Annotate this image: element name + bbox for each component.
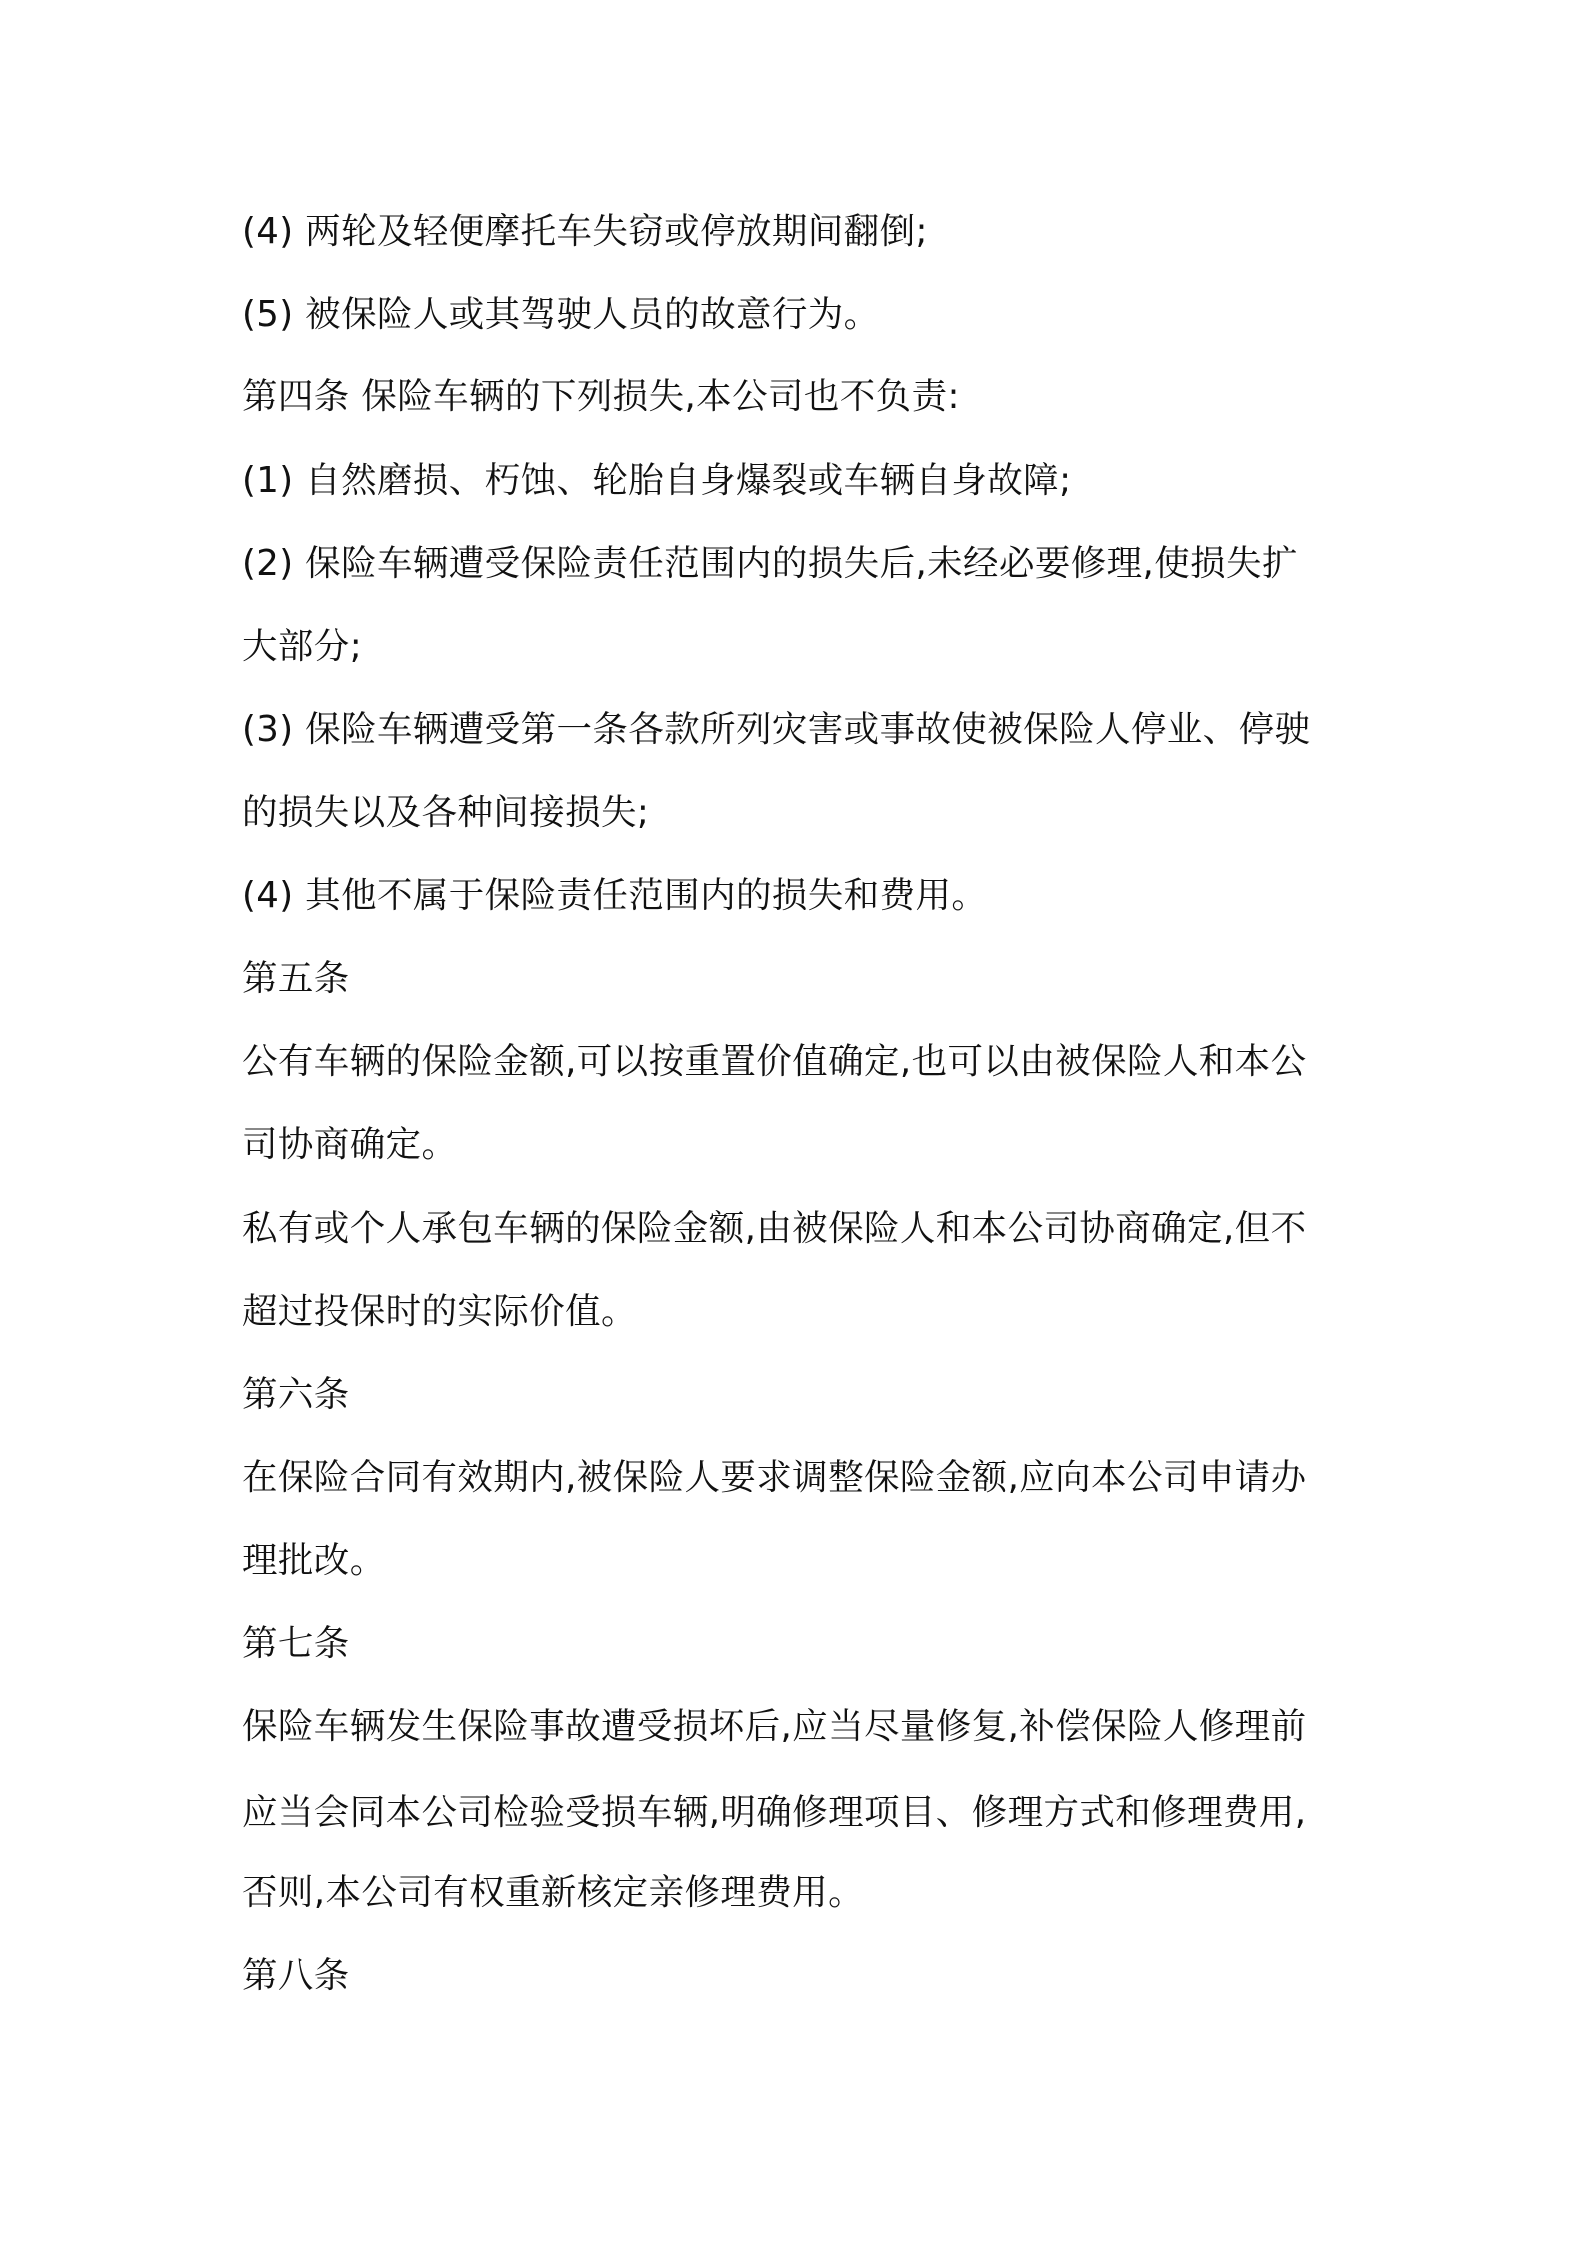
article-5-heading: 第五条: [242, 958, 350, 999]
text-line-clause-4-item-3: (3) 保险车辆遭受第一条各款所列灾害或事故使被保险人停业、停驶: [242, 709, 1311, 750]
text-line-clause-4-item-4: (4) 其他不属于保险责任范围内的损失和费用。: [242, 875, 988, 916]
article-7-heading: 第七条: [242, 1623, 350, 1664]
text-line-article-6-para: 在保险合同有效期内,被保险人要求调整保险金额,应向本公司申请办: [242, 1457, 1307, 1498]
article-6-heading: 第六条: [242, 1374, 350, 1415]
text-line-article-5-para-2-cont: 超过投保时的实际价值。: [242, 1291, 637, 1332]
text-line-clause-4-item-1: (1) 自然磨损、朽蚀、轮胎自身爆裂或车辆自身故障;: [242, 460, 1072, 501]
text-line-clause-4-item-2: (2) 保险车辆遭受保险责任范围内的损失后,未经必要修理,使损失扩: [242, 543, 1298, 584]
text-line-article-7-para-cont-2: 否则,本公司有权重新核定亲修理费用。: [242, 1872, 864, 1913]
text-line-article-5-para-2: 私有或个人承包车辆的保险金额,由被保险人和本公司协商确定,但不: [242, 1208, 1307, 1249]
text-line-clause-3-item-5: (5) 被保险人或其驾驶人员的故意行为。: [242, 294, 880, 335]
text-line-clause-3-item-4: (4) 两轮及轻便摩托车失窃或停放期间翻倒;: [242, 211, 928, 252]
article-8-heading: 第八条: [242, 1955, 350, 1996]
article-4-heading: 第四条 保险车辆的下列损失,本公司也不负责:: [242, 376, 960, 417]
text-line-clause-4-item-2-cont: 大部分;: [242, 626, 363, 667]
text-line-article-6-para-cont: 理批改。: [242, 1540, 386, 1581]
text-line-article-7-para: 保险车辆发生保险事故遭受损坏后,应当尽量修复,补偿保险人修理前: [242, 1706, 1307, 1747]
text-line-article-7-para-cont-1: 应当会同本公司检验受损车辆,明确修理项目、修理方式和修理费用,: [242, 1792, 1307, 1833]
text-line-article-5-para-1-cont: 司协商确定。: [242, 1124, 458, 1165]
text-line-article-5-para-1: 公有车辆的保险金额,可以按重置价值确定,也可以由被保险人和本公: [242, 1041, 1307, 1082]
text-line-clause-4-item-3-cont: 的损失以及各种间接损失;: [242, 792, 650, 833]
